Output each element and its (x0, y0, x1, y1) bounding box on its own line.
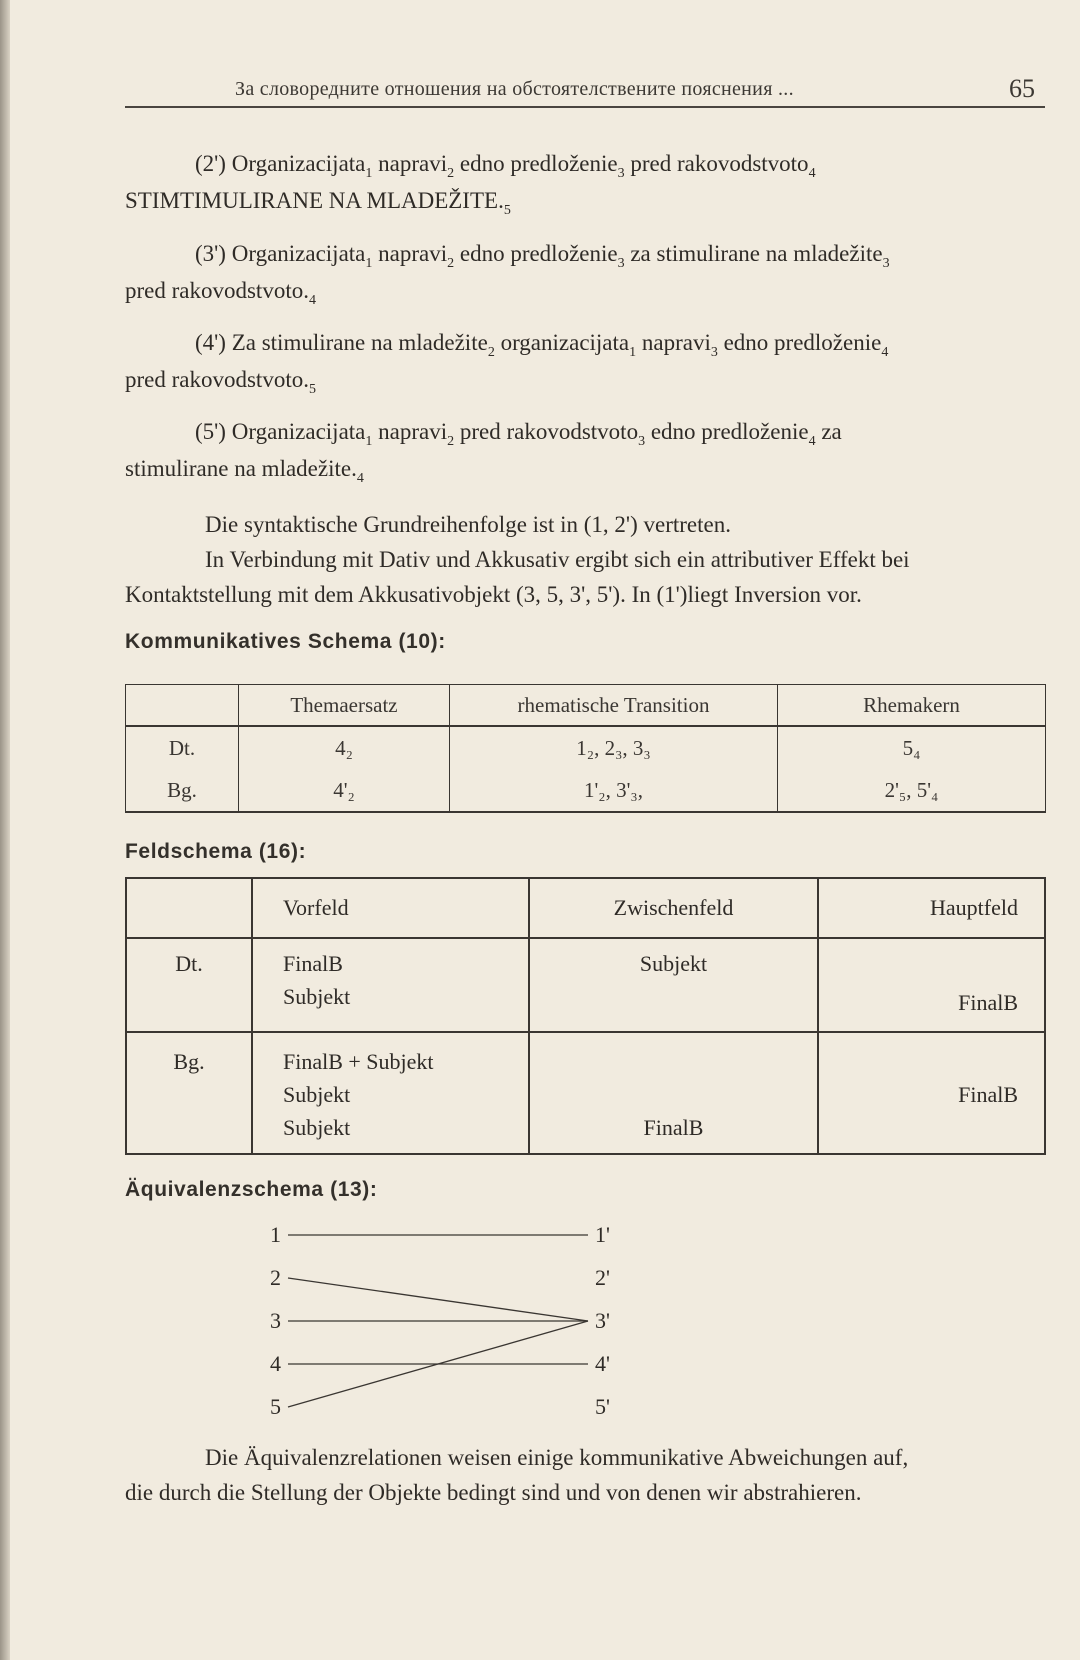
closing-line-2: die durch die Stellung der Objekte bedingt sind und von denen wir abstrahieren. (125, 1480, 862, 1505)
paragraph-1: Die syntaktische Grundreihenfolge ist in (1, 2') vertreten. (205, 512, 731, 537)
aeq-left-label: 4 (270, 1351, 281, 1376)
aequivalenz-heading: Äquivalenzschema (13): (125, 1178, 378, 1201)
aeq-mapping-line (288, 1278, 588, 1321)
feld-dt-zwischenfeld: Subjekt (529, 938, 818, 1032)
example-2-caps: STIMTIMULIRANE NA MLADEŽITE. (125, 188, 504, 213)
feld-header-vorfeld: Vorfeld (252, 878, 529, 938)
closing-line-1: Die Äquivalenzrelationen weisen einige kommunikative Abweichungen auf, (205, 1445, 909, 1470)
komm-header-themaersatz: Themaersatz (239, 685, 450, 727)
book-binding-edge (0, 0, 10, 1660)
feld-bg-hauptfeld: FinalB (818, 1032, 1045, 1154)
feld-bg-label: Bg. (126, 1032, 252, 1154)
paragraph-2-line-1: In Verbindung mit Dativ und Akkusativ ergibt sich ein attributiver Effekt bei (205, 547, 910, 572)
example-5-line-1: (5') Organizacijata$_1$ napravi$_2$ pred rakovodstvoto$_3$ edno predloženie$_4$ za (195, 419, 842, 449)
example-3-line-2: pred $rakovodstvoto._4$ (125, 278, 316, 308)
feld-bg-zwischenfeld: FinalB (529, 1032, 818, 1154)
aeq-left-label: 2 (270, 1265, 281, 1290)
aeq-left-label: 3 (270, 1308, 281, 1333)
feld-bg-vorfeld: FinalB + Subjekt Subjekt Subjekt (252, 1032, 529, 1154)
feld-dt-hauptfeld: FinalB (818, 938, 1045, 1032)
example-2-line-1: (2') Organizacijata$_1$ napravi$_2$ edno predloženie$_3$ pred rakovodstvoto$_4$ (195, 151, 816, 181)
aeq-right-label: 3' (595, 1308, 610, 1333)
komm-header-row (126, 685, 1046, 727)
komm-bg-transition: 1'₂, 3'₃, (450, 769, 778, 812)
example-5-line-2: stimulirane na $mladežite._4$ (125, 456, 364, 486)
aeq-right-label: 1' (595, 1222, 610, 1247)
komm-dt-transition: 1₂, 2₃, 3₃ (450, 726, 778, 769)
feld-row-dt (126, 938, 1045, 1032)
example-4-line-1: (4') Za stimulirane na mladežite$_2$ organizacijata$_1$ napravi$_3$ edno predloženie$_4$ (195, 330, 889, 360)
komm-header-empty (126, 685, 239, 727)
feld-row-bg (126, 1032, 1045, 1154)
feld-schema-heading: Feldschema (16): (125, 840, 307, 863)
komm-header-transition: rhematische Transition (450, 685, 778, 727)
aequivalenz-diagram (270, 1215, 630, 1425)
komm-bg-themaersatz: 4'₂ (239, 769, 450, 812)
komm-bg-label: Bg. (126, 769, 239, 812)
page-number: 65 (1009, 74, 1035, 103)
header-title: За словоредните отношения на обстоятелствените пояснения ... (235, 78, 794, 100)
feld-dt-vorfeld: FinalB Subjekt (252, 938, 529, 1032)
komm-schema-heading: Kommunikatives Schema (10): (125, 630, 446, 653)
paragraph-2-line-2: Kontaktstellung mit dem Akkusativobjekt (3, 5, 3', 5'). In (1')liegt Inversion vor. (125, 582, 862, 607)
aeq-left-label: 5 (270, 1394, 281, 1419)
komm-header-rhemakern: Rhemakern (778, 685, 1046, 727)
running-header (125, 76, 1045, 108)
komm-dt-label: Dt. (126, 726, 239, 769)
example-2-line-2: STIMTIMULIRANE NA $MLADEŽITE._5$ (125, 188, 511, 218)
example-3-line-1: (3') Organizacijata$_1$ napravi$_2$ edno predloženie$_3$ za stimulirane na mladežite$_3$ (195, 241, 890, 271)
aeq-right-label: 5' (595, 1394, 610, 1419)
feld-header-row (126, 878, 1045, 938)
aeq-right-label: 4' (595, 1351, 610, 1376)
feld-header-empty (126, 878, 252, 938)
feld-schema-table (125, 877, 1046, 1155)
feld-header-zwischenfeld: Zwischenfeld (529, 878, 818, 938)
example-4-line-2: pred $rakovodstvoto._5$ (125, 367, 316, 397)
komm-bg-rhemakern: 2'₅, 5'₄ (778, 769, 1046, 812)
komm-row-bg (126, 769, 1046, 812)
feld-dt-label: Dt. (126, 938, 252, 1032)
komm-dt-rhemakern: 5₄ (778, 726, 1046, 769)
feld-header-hauptfeld: Hauptfeld (818, 878, 1045, 938)
komm-schema-table (125, 684, 1046, 813)
komm-row-dt (126, 726, 1046, 769)
aeq-right-label: 2' (595, 1265, 610, 1290)
komm-dt-themaersatz: 4₂ (239, 726, 450, 769)
aeq-left-label: 1 (270, 1222, 281, 1247)
